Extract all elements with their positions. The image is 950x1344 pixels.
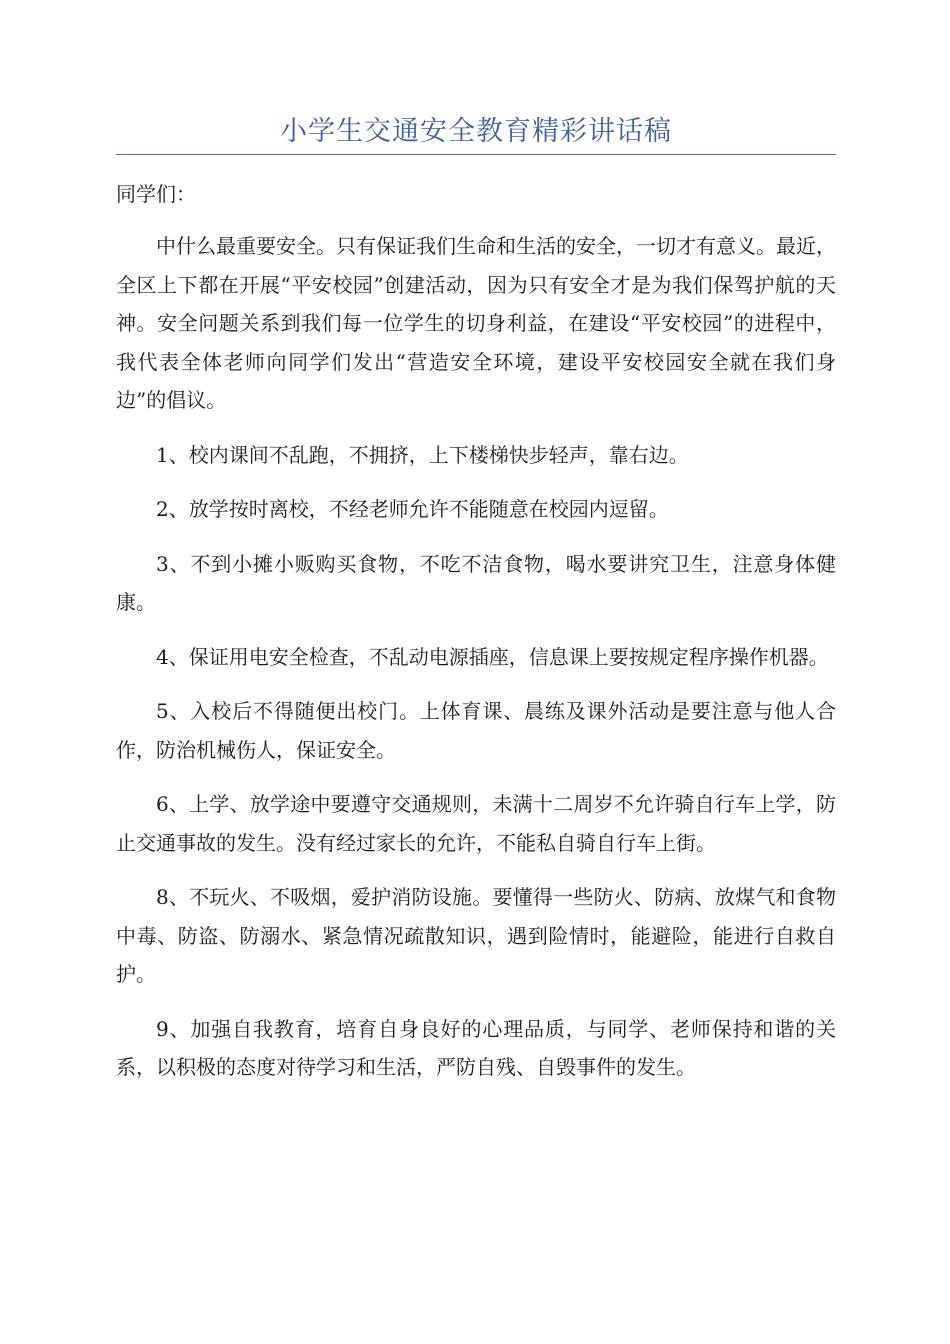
paragraph-item-5: 5、入校后不得随便出校门。上体育课、晨练及课外活动是要注意与他人合作，防治机械伤人，保证安全。 bbox=[116, 699, 836, 762]
paragraph-item-9: 9、加强自我教育，培育自身良好的心理品质，与同学、老师保持和谐的关系，以积极的态度对待学习和生活，严防自残、自毁事件的发生。 bbox=[116, 1016, 836, 1079]
title-underline bbox=[116, 154, 836, 155]
paragraph-item-4: 4、保证用电安全检查，不乱动电源插座，信息课上要按规定程序操作机器。 bbox=[156, 644, 829, 669]
document-page bbox=[116, 110, 836, 1087]
paragraph-intro: 中什么最重要安全。只有保证我们生命和生活的安全，一切才有意义。最近，全区上下都在开展“平安校园”创建活动，因为只有安全才是为我们保驾护航的天神。安全问题关系到我们每一位学生的切身利益，在建设“平安校园”的进程中，我代表全体老师向同学们发出“营造安全环境，建设平安校园安全就在我们身边”的倡议。 bbox=[116, 234, 836, 412]
paragraph-item-1: 1、校内课间不乱跑，不拥挤，上下楼梯快步轻声，靠右边。 bbox=[156, 442, 689, 467]
salutation: 同学们： bbox=[116, 182, 196, 206]
paragraph-item-6: 6、上学、放学途中要遵守交通规则，未满十二周岁不允许骑自行车上学，防止交通事故的发生。没有经过家长的允许，不能私自骑自行车上街。 bbox=[116, 792, 836, 855]
paragraph-item-8: 8、不玩火、不吸烟，爱护消防设施。要懂得一些防火、防病、放煤气和食物中毒、防盗、防溺水、紧急情况疏散知识，遇到险情时，能避险，能进行自救自护。 bbox=[116, 885, 836, 986]
paragraph-item-2: 2、放学按时离校，不经老师允许不能随意在校园内逗留。 bbox=[156, 497, 669, 521]
paragraph-item-3: 3、不到小摊小贩购买食物，不吃不洁食物，喝水要讲究卫生，注意身体健康。 bbox=[116, 551, 836, 614]
document-title: 小学生交通安全教育精彩讲话稿 bbox=[280, 116, 672, 147]
